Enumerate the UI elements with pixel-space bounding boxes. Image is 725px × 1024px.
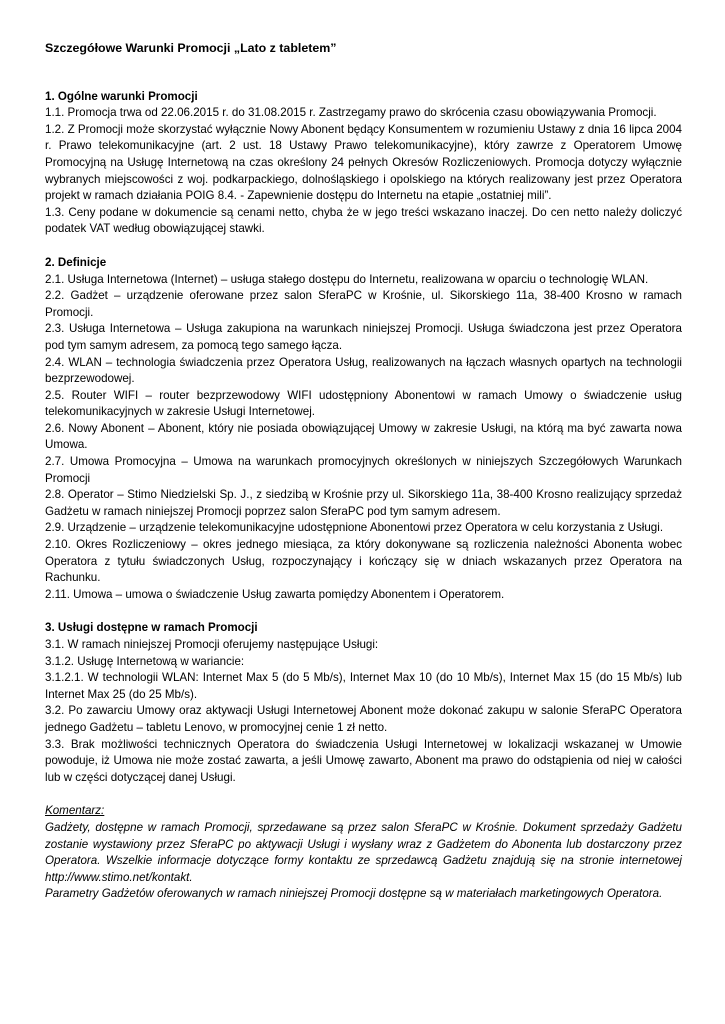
paragraph: 1.3. Ceny podane w dokumencie są cenami netto, chyba że w jego treści wskazano inaczej. Do cen netto należy doliczyć podatek VAT według obowiązującej stawki. [45, 205, 682, 236]
paragraph: 2.4. WLAN – technologia świadczenia przez Operatora Usług, realizowanych na łączach własnych opartych na technologii bezprzewodowej. [45, 355, 682, 386]
paragraph: 2.2. Gadżet – urządzenie oferowane przez salon SferaPC w Krośnie, ul. Sikorskiego 11a, 38-400 Krosno w ramach Promocji. [45, 289, 682, 319]
paragraph: 3.1.2. Usługę Internetową w wariancie: [45, 654, 245, 668]
document-title: Szczegółowe Warunki Promocji „Lato z tabletem” [45, 41, 337, 55]
document-page [45, 40, 682, 920]
comment-paragraph: Gadżety, dostępne w ramach Promocji, sprzedawane są przez salon SferaPC w Krośnie. Dokument sprzedaży Gadżetu zostanie wystawiony przez SferaPC po aktywacji Usługi i wysłany wraz z Gadżetem do Abonenta lub dostarczony przez Operatora. Wszelkie informacje dotyczące formy kontaktu ze sprzedawcą Gadżetu znajdują się na stronie internetowej http://www.stimo.net/kontakt. [45, 820, 682, 884]
paragraph: 2.5. Router WIFI – router bezprzewodowy WIFI udostępniony Abonentowi w ramach Umowy o świadczenie usług telekomunikacyjnych w zakresie Usługi Internetowej. [45, 388, 682, 419]
paragraph: 2.10. Okres Rozliczeniowy – okres jednego miesiąca, za który dokonywane są rozliczenia należności Abonenta wobec Operatora z tytułu świadczonych Usług, rozpoczynający i kończący się w dniach wskazanych przez Operatora na Rachunku. [45, 538, 682, 585]
paragraph: 1.2. Z Promocji może skorzystać wyłącznie Nowy Abonent będący Konsumentem w rozumieniu Ustawy z dnia 16 lipca 2004 r. Prawo telekomunikacyjne (art. 2 ust. 18 Ustawy Prawo telekomunikacyjne), który zawrze z Operatorem Umowę Promocyjną na Usługę Internetową na czas określony 24 pełnych Okresów Rozliczeniowych. Promocja dotyczy wyłącznie wybranych miejscowości z woj. podkarpackiego, dolnośląskiego i opolskiego na których realizowany jest przez Operatora projekt w ramach działania POIG 8.4. - Zapewnienie dostępu do Internetu na etapie „ostatniej mili”. [45, 122, 682, 203]
section-general-terms [45, 89, 682, 238]
section-definitions [45, 255, 682, 603]
paragraph: 2.6. Nowy Abonent – Abonent, który nie posiada obowiązującej Umowy w zakresie Usługi, na którą ma być zawarta nowa Umowa. [45, 421, 682, 452]
comment-paragraph: Parametry Gadżetów oferowanych w ramach niniejszej Promocji dostępne są w materiałach marketingowych Operatora. [45, 887, 663, 901]
paragraph: 3.1. W ramach niniejszej Promocji oferujemy następujące Usługi: [45, 638, 379, 651]
paragraph: 3.1.2.1. W technologii WLAN: Internet Max 5 (do 5 Mb/s), Internet Max 10 (do 10 Mb/s), Internet Max 15 (do 15 Mb/s) lub Internet Max 25 (do 25 Mb/s). [45, 671, 682, 701]
paragraph: 2.9. Urządzenie – urządzenie telekomunikacyjne udostępnione Abonentowi przez Operatora w celu korzystania z Usługi. [45, 521, 664, 535]
section-heading: 2. Definicje [45, 255, 107, 269]
paragraph: 3.3. Brak możliwości technicznych Operatora do świadczenia Usługi Internetowej w lokalizacji wskazanej w Umowie powoduje, iż Umowa nie może zostać zawarta, a jeśli Umowę zawarto, Abonent ma prawo do odstąpienia od niej w całości lub w części dotyczącej danej Usługi. [45, 737, 682, 784]
paragraph: 2.3. Usługa Internetowa – Usługa zakupiona na warunkach niniejszej Promocji. Usługa świadczona jest przez Operatora pod tym samym adresem, za pomocą tego samego łącza. [45, 322, 682, 352]
paragraph: 1.1. Promocja trwa od 22.06.2015 r. do 31.08.2015 r. Zastrzegamy prawo do skrócenia czasu obowiązywania Promocji. [45, 106, 657, 120]
paragraph: 2.1. Usługa Internetowa (Internet) – usługa stałego dostępu do Internetu, realizowana w oparciu o technologię WLAN. [45, 272, 649, 286]
paragraph: 2.11. Umowa – umowa o świadczenie Usług zawarta pomiędzy Abonentem i Operatorem. [45, 587, 505, 601]
section-heading: 1. Ogólne warunki Promocji [45, 89, 198, 103]
paragraph: 3.2. Po zawarciu Umowy oraz aktywacji Usługi Internetowej Abonent może dokonać zakupu w salonie SferaPC Operatora jednego Gadżetu – tabletu Lenovo, w promocyjnej cenie 1 zł netto. [45, 704, 682, 734]
section-services [45, 620, 682, 786]
comment-block [45, 803, 682, 903]
paragraph: 2.7. Umowa Promocyjna – Umowa na warunkach promocyjnych określonych w niniejszych Szczegółowych Warunkach Promocji [45, 455, 682, 485]
section-heading: 3. Usługi dostępne w ramach Promocji [45, 621, 258, 635]
paragraph: 2.8. Operator – Stimo Niedzielski Sp. J., z siedzibą w Krośnie przy ul. Sikorskiego 11a, 38-400 Krosno realizujący sprzedaż Gadżetu w ramach niniejszej Promocji poprzez salon SferaPC pod tym samym adresem. [45, 488, 682, 518]
comment-label: Komentarz: [45, 804, 105, 818]
